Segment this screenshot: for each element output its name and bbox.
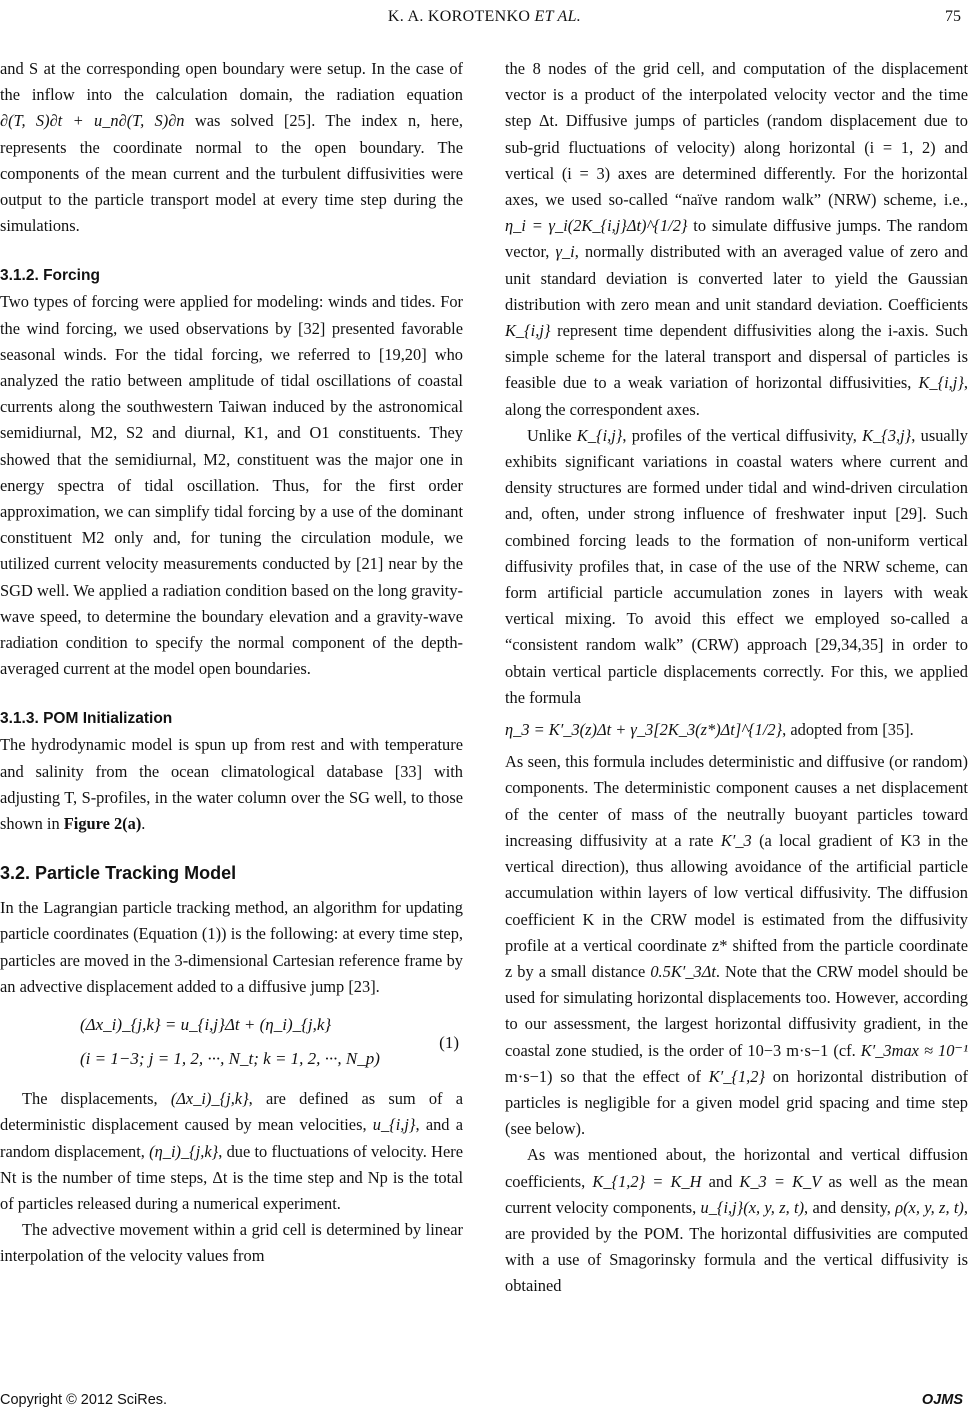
equation-1 (0, 1008, 463, 1076)
eq-k3max: K′_3max ≈ 10⁻¹ (860, 1040, 968, 1060)
text: Unlike (527, 425, 577, 445)
copyright-notice: Copyright © 2012 SciRes. (0, 1392, 168, 1408)
radiation-equation: ∂(T, S)∂t + u_n∂(T, S)∂n (0, 111, 185, 131)
text: , due to fluctuations of velocity. Here Nt is the number of time steps, Δt is the time step and Np is the total of particles released during a numerical experiment. (0, 1141, 463, 1213)
journal-name: OJMS (921, 1392, 963, 1408)
text: to simulate diffusive jumps. The random vector, (505, 216, 968, 262)
text: represent time dependent diffusivities along the i-axis. Such simple scheme for the lateral transport and dispersal of particles is feasible due to a weak variation of horizontal diffusivities, (505, 321, 968, 393)
text: , usually exhibits significant variations in coastal waters where current and density structures are formed under tidal and wind-driven circulation and, often, under strong influence of freshwater input [29]. Such combined forcing leads to the formation of non-uniform vertical diffusivity profiles that, in case of the use of the NRW scheme, can form artificial particle accumulation zones in layers with weak vertical mixing. To avoid this effect we employed so-called a “consistent random walk” (CRW) approach [29,34,35] in order to obtain vertical particle displacements correctly. For this, we applied the formula (505, 425, 968, 707)
equation-1-number: (1) (439, 1033, 459, 1053)
text: , profiles of the vertical diffusivity, (622, 425, 863, 445)
text: . Note that the CRW model should be used for simulating horizontal displacements too. However, according to our assessment, the largest horizontal diffusivity gradient, in the coastal zone studied, is the order of 10−3 m·s−1 (cf. (505, 961, 968, 1060)
left-column (0, 56, 463, 1270)
text: the 8 nodes of the grid cell, and computation of the displacement vector is a product of the interpolated velocity vector and the time step Δt. Diffusive jumps of particles (random displacement due to sub-grid fluctuations of velocity) along horizontal (i = 1, 2) and vertical (i = 3) axes are determined differently. For the horizontal axes, we used so-called “naïve random walk” (NRW) scheme, i.e., (505, 59, 968, 210)
text: on horizontal distribution of particles is negligible for a given model grid spacing and time step (see below). (505, 1066, 968, 1139)
paragraph-open-boundary (0, 56, 463, 239)
text: The hydrodynamic model is spun up from rest and with temperature and salinity from the ocean climatological database [33] with adjusting T, S-profiles, in the water column over the SG well, to those shown in (0, 735, 463, 834)
eq-nrw: η_i = γ_i(2K_{i,j}Δt)^{1/2} (505, 216, 688, 236)
eq-kv: K_3 = K_V (739, 1171, 822, 1191)
eq-crw: η_3 = K′_3(z)Δt + γ_3[2K_3(z*)Δt]^{1/2} (505, 720, 783, 740)
page-number: 75 (945, 8, 961, 25)
heading-pom-initialization: 3.1.3. POM Initialization (0, 710, 173, 728)
eq-eta: (η_i)_{j,k} (149, 1141, 219, 1161)
text: and S at the corresponding open boundary were setup. In the case of the inflow into the calculation domain, the radiation equation (0, 59, 463, 105)
text: , are provided by the POM. The horizontal diffusivities are computed with a use of Smagorinsky formula and the vertical diffusivity is obtained (505, 1197, 968, 1296)
right-column (505, 56, 968, 1300)
running-head (0, 8, 969, 26)
eq-k3j: K_{3,j} (862, 425, 912, 445)
figure-reference: Figure 2(a) (63, 814, 142, 834)
paragraph-forcing: Two types of forcing were applied for modeling: winds and tides. For the wind forcing, we used observations by [32] presented favorable seasonal winds. For the tidal forcing, we referred to [19,20] who analyzed the ratio between amplitude of tidal oscillations of coastal currents along the southwestern Taiwan induced by the astronomical semidiurnal, M2, S2 and diurnal, K1, and O1 constituents. They showed that the semidiurnal, M2, constituent was the major one in energy spectra of tidal oscillation. Thus, for the first order approximation, we can simplify tidal forcing by a use of the dominant constituent M2 only and, for tuning the circulation module, we utilized current velocity measurements conducted by [21] near by the SGD well. We applied a radiation condition based on the long gravity-wave speed, to determine the boundary elevation and a gravity-wave radiation condition to specify the normal component of the depth-averaged current at the model open boundaries. (0, 292, 463, 679)
paragraph-crw-formula (505, 717, 968, 743)
text: , along the correspondent axes. (505, 373, 968, 419)
text: , are defined as sum of a deterministic displacement caused by mean velocities, (0, 1089, 463, 1135)
eq-u: u_{i,j} (372, 1115, 416, 1135)
paragraph-particle-tracking: In the Lagrangian particle tracking method, an algorithm for updating particle coordinates (Equation (1)) is the following: at every time step, particles are moved in the 3-dimensional Cartesian reference frame by an advective displacement added to a diffusive jump [23]. (0, 898, 463, 996)
eq-kij: K_{i,j} (505, 321, 551, 341)
heading-forcing: 3.1.2. Forcing (0, 267, 100, 285)
running-head-etal: ET AL. (534, 8, 582, 25)
text: As seen, this formula includes deterministic and diffusive (or random) components. The deterministic component causes a net displacement of the center of mass of the neutrally buoyant particles toward increasing diffusivity at a rate (505, 752, 968, 850)
text: , normally distributed with an averaged value of zero and unit standard deviation is converted later to yield the Gaussian distribution with zero mean and unit standard deviation. Coefficients (505, 242, 968, 314)
text: , adopted from [35]. (782, 720, 914, 740)
paragraph-vertical-diffusivity (505, 423, 968, 711)
eq-kij-2: K_{i,j} (918, 373, 964, 393)
eq-k12-prime: K′_{1,2} (708, 1066, 765, 1086)
text: , and a random displacement, (0, 1115, 463, 1161)
paragraph-pom-initialization (0, 732, 463, 837)
eq-kij-3: K_{i,j} (576, 425, 623, 445)
paragraph-displacements (0, 1086, 463, 1217)
paragraph-diffusive-jumps (505, 56, 968, 423)
eq-gamma: γ_i (555, 242, 575, 262)
running-head-authors: K. A. KOROTENKO (387, 8, 531, 25)
text: (a local gradient of K3 in the vertical direction), thus allowing avoidance of the artificial particle accumulation within layers of low vertical diffusivity. The diffusion coefficient K in the CRW model is estimated from the diffusivity profile at a vertical coordinate z* shifted from the particle coordinate z by a small distance (505, 830, 968, 981)
text: m·s−1) so that the effect of (505, 1066, 709, 1086)
text: as well as the mean current velocity components, (505, 1171, 968, 1217)
text: , and density, (804, 1197, 896, 1217)
eq-k3-prime: K′_3 (720, 830, 752, 850)
equation-1-line-2: (i = 1−3; j = 1, 2, ···, N_t; k = 1, 2, ···, N_p) (80, 1049, 380, 1069)
paragraph-deterministic (505, 749, 968, 1142)
text: . (141, 814, 146, 834)
heading-particle-tracking-model: 3.2. Particle Tracking Model (0, 863, 237, 884)
text: and (701, 1171, 740, 1191)
equation-1-line-1: (Δx_i)_{j,k} = u_{i,j}Δt + (η_i)_{j,k} (80, 1015, 332, 1035)
paragraph-diffusion-coefficients (505, 1142, 968, 1299)
eq-dx: (Δx_i)_{j,k} (170, 1089, 249, 1109)
text: The displacements, (22, 1089, 171, 1109)
eq-rho: ρ(x, y, z, t) (895, 1197, 964, 1217)
text: As was mentioned about, the horizontal and vertical diffusion coefficients, (505, 1145, 968, 1191)
eq-shift: 0.5K′_3Δt (650, 961, 716, 981)
paragraph-advective: The advective movement within a grid cell is determined by linear interpolation of the velocity values from (0, 1220, 463, 1266)
text: was solved [25]. The index n, here, represents the coordinate normal to the open boundary. The components of the mean current and the turbulent diffusivities were output to the particle transport model at every time step during the simulations. (0, 111, 463, 236)
eq-uxyz: u_{i,j}(x, y, z, t) (700, 1197, 805, 1217)
eq-kh: K_{1,2} = K_H (592, 1171, 702, 1191)
